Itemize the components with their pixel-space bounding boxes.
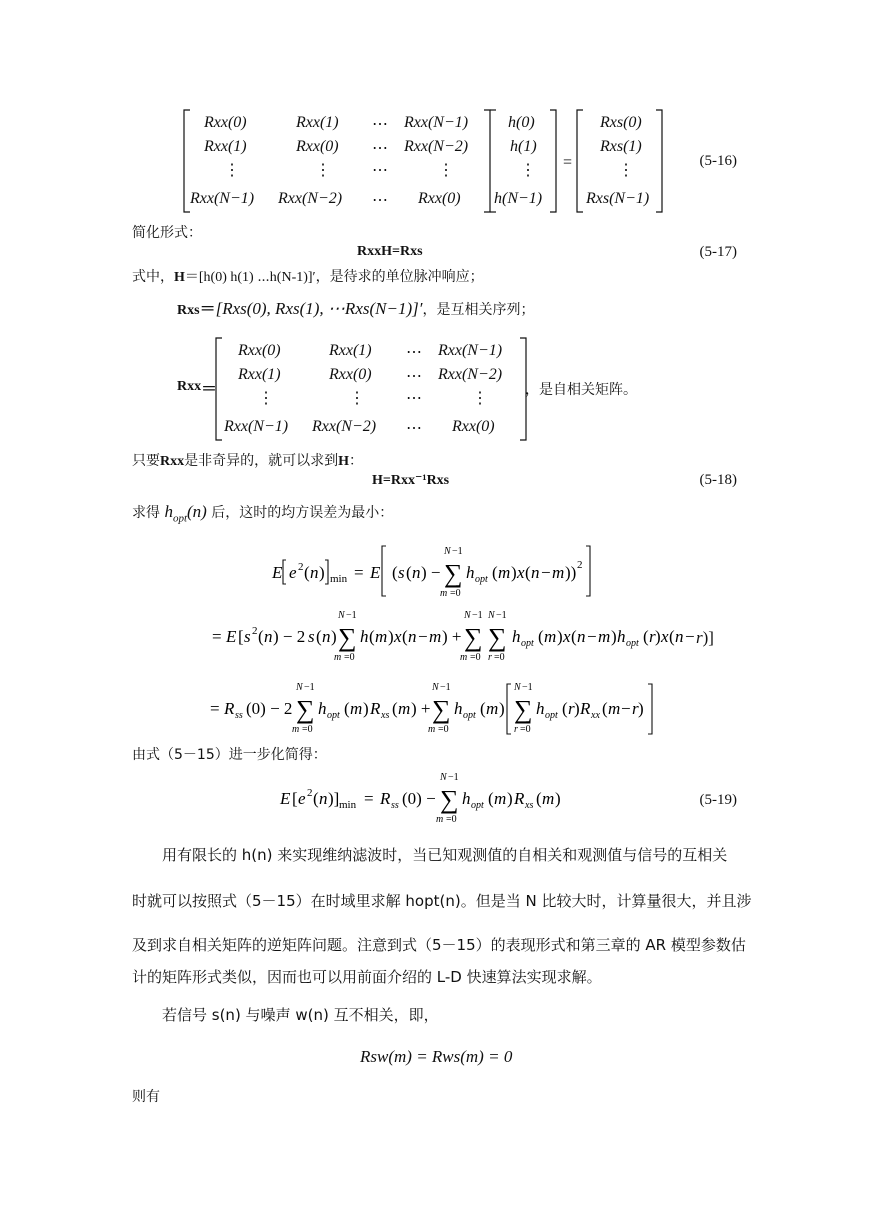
svg-text:r: r bbox=[649, 627, 656, 646]
svg-text:(: ( bbox=[316, 627, 322, 646]
svg-text:s: s bbox=[398, 563, 405, 582]
h-definition-line bbox=[132, 266, 484, 286]
min-error-line bbox=[132, 502, 393, 524]
svg-text:): ) bbox=[388, 627, 394, 646]
svg-text:∑: ∑ bbox=[444, 559, 463, 588]
svg-text:(: ( bbox=[258, 627, 264, 646]
svg-text:=0: =0 bbox=[450, 588, 461, 599]
rhs-vec-3: Rxs(N−1) bbox=[586, 190, 650, 207]
svg-text:n: n bbox=[577, 627, 586, 646]
svg-text:opt: opt bbox=[521, 638, 534, 649]
svg-text:∑: ∑ bbox=[440, 785, 459, 814]
m516-r3c2: ⋮ bbox=[315, 162, 331, 179]
svg-text:opt: opt bbox=[545, 710, 558, 721]
svg-text:(: ( bbox=[669, 627, 675, 646]
svg-text:opt: opt bbox=[463, 710, 476, 721]
rxx-r1c2: Rxx(1) bbox=[329, 342, 372, 359]
svg-text:(: ( bbox=[492, 563, 498, 582]
svg-text:m: m bbox=[334, 652, 342, 663]
svg-text:xs: xs bbox=[381, 710, 390, 721]
svg-text:h: h bbox=[617, 627, 626, 646]
rxx-r3c4: ⋮ bbox=[472, 390, 488, 407]
rhs-vec-1: Rxs(1) bbox=[600, 138, 642, 155]
svg-text:E: E bbox=[226, 627, 237, 646]
mse-derivation bbox=[200, 538, 700, 738]
m516-r3c3: ⋯ bbox=[372, 162, 388, 179]
svg-text:h: h bbox=[536, 699, 545, 718]
svg-text:E: E bbox=[272, 563, 283, 582]
svg-text:E: E bbox=[370, 563, 381, 582]
svg-text:opt: opt bbox=[626, 638, 639, 649]
svg-text:m: m bbox=[598, 627, 611, 646]
eq-number-5-16: (5-16) bbox=[699, 153, 737, 169]
paragraph-2: 若信号 s(n) 与噪声 w(n) 互不相关，即， bbox=[162, 1006, 439, 1024]
then-label: 则有 bbox=[132, 1089, 160, 1105]
svg-text:x: x bbox=[661, 627, 669, 646]
h-vec-3: h(N−1) bbox=[494, 190, 543, 207]
svg-text:) +: ) + bbox=[442, 627, 462, 646]
svg-text:(: ( bbox=[571, 627, 577, 646]
svg-text:=0: =0 bbox=[302, 724, 313, 735]
svg-text:=: = bbox=[210, 699, 220, 718]
svg-text:∑: ∑ bbox=[488, 623, 507, 652]
paragraph-1-line-1: 用有限长的 h(n) 来实现维纳滤波时，当已知观测值的自相关和观测值与信号的互相关 bbox=[162, 846, 728, 864]
svg-text:R: R bbox=[380, 789, 391, 808]
svg-text:(: ( bbox=[313, 789, 319, 808]
svg-text:r: r bbox=[488, 652, 492, 663]
svg-text:(: ( bbox=[344, 699, 350, 718]
rhs-vec-2: ⋮ bbox=[618, 162, 634, 179]
m516-r4c2: Rxx(N−2) bbox=[278, 190, 343, 207]
svg-text:R: R bbox=[514, 789, 525, 808]
svg-text:r: r bbox=[632, 699, 639, 718]
h-vec-2: ⋮ bbox=[520, 162, 536, 179]
svg-text:min: min bbox=[339, 799, 357, 811]
svg-text:) −: ) − bbox=[421, 563, 441, 582]
svg-text:h: h bbox=[512, 627, 521, 646]
svg-text:n: n bbox=[531, 563, 540, 582]
svg-text:N: N bbox=[514, 682, 521, 693]
svg-text:s: s bbox=[244, 627, 251, 646]
paragraph-1-line-3: 及到求自相关矩阵的逆矩阵问题。注意到式（5－15）的表现形式和第三章的 AR 模型参数估 bbox=[132, 936, 746, 954]
h-symbol: H bbox=[174, 270, 185, 285]
svg-text:=0: =0 bbox=[446, 814, 457, 825]
svg-text:−1: −1 bbox=[472, 610, 483, 621]
svg-text:−1: −1 bbox=[522, 682, 533, 693]
svg-text:=: = bbox=[364, 789, 374, 808]
m516-r2c4: Rxx(N−2) bbox=[404, 138, 469, 155]
svg-text:m: m bbox=[494, 789, 507, 808]
svg-text:[: [ bbox=[292, 789, 298, 808]
rxx-tail: ，是自相关矩阵。 bbox=[525, 382, 637, 398]
svg-text:(: ( bbox=[392, 699, 398, 718]
svg-text:e: e bbox=[289, 563, 297, 582]
svg-text:E: E bbox=[280, 789, 291, 808]
svg-text:): ) bbox=[319, 563, 325, 582]
nonsingular-mid: 是非奇异的，就可以求到 bbox=[184, 453, 339, 469]
svg-text:)): )) bbox=[565, 563, 577, 582]
m516-r4c1: Rxx(N−1) bbox=[190, 190, 255, 207]
svg-text:∑: ∑ bbox=[432, 695, 451, 724]
nonsingular-h: H bbox=[338, 454, 350, 469]
nonsingular-line bbox=[132, 450, 363, 470]
svg-text:(: ( bbox=[488, 789, 494, 808]
svg-text:−: − bbox=[621, 699, 631, 718]
hopt-symbol: $h_{opt}(n)$ bbox=[164, 502, 207, 525]
equation-5-18: H=Rxx⁻¹Rxs bbox=[372, 473, 450, 488]
svg-text:N: N bbox=[296, 682, 303, 693]
where-prefix: 式中， bbox=[132, 269, 174, 285]
nonsingular-post: ： bbox=[349, 453, 364, 469]
svg-text:x: x bbox=[563, 627, 571, 646]
svg-text:opt: opt bbox=[475, 574, 488, 585]
svg-text:m: m bbox=[292, 724, 300, 735]
svg-text:[: [ bbox=[238, 627, 244, 646]
svg-text:(: ( bbox=[525, 563, 531, 582]
eq-number-5-18: (5-18) bbox=[699, 472, 737, 488]
svg-text:): ) bbox=[611, 627, 617, 646]
svg-text:): ) bbox=[638, 699, 644, 718]
m516-r3c4: ⋮ bbox=[438, 162, 454, 179]
rxs-definition-line bbox=[177, 296, 534, 319]
svg-text:) − 2: ) − 2 bbox=[273, 627, 306, 646]
svg-text:2: 2 bbox=[307, 787, 313, 799]
svg-text:−1: −1 bbox=[346, 610, 357, 621]
simplified-label: 简化形式： bbox=[132, 225, 202, 241]
svg-text:(: ( bbox=[369, 627, 375, 646]
svg-text:(: ( bbox=[538, 627, 544, 646]
svg-text:∑: ∑ bbox=[464, 623, 483, 652]
svg-text:∑: ∑ bbox=[514, 695, 533, 724]
rxx-r4c1: Rxx(N−1) bbox=[224, 418, 289, 435]
rxs-label: Rxs bbox=[177, 303, 200, 318]
svg-text:h: h bbox=[454, 699, 463, 718]
svg-text:h: h bbox=[466, 563, 475, 582]
svg-text:): ) bbox=[655, 627, 661, 646]
svg-text:∑: ∑ bbox=[338, 623, 357, 652]
svg-text:s: s bbox=[308, 627, 315, 646]
svg-text:−1: −1 bbox=[440, 682, 451, 693]
svg-text:=0: =0 bbox=[470, 652, 481, 663]
equation-5-17: RxxH=Rxs bbox=[357, 244, 423, 259]
svg-text:): ) bbox=[574, 699, 580, 718]
svg-text:min: min bbox=[330, 573, 348, 585]
svg-text:(: ( bbox=[304, 563, 310, 582]
m516-r2c2: Rxx(0) bbox=[296, 138, 339, 155]
svg-text:h: h bbox=[360, 627, 369, 646]
svg-text:2: 2 bbox=[298, 561, 304, 573]
nonsingular-pre: 只要 bbox=[132, 453, 160, 469]
m516-r3c1: ⋮ bbox=[224, 162, 240, 179]
svg-text:−: − bbox=[587, 627, 597, 646]
svg-text:n: n bbox=[675, 627, 684, 646]
svg-text:=0: =0 bbox=[494, 652, 505, 663]
svg-text:opt: opt bbox=[327, 710, 340, 721]
svg-text:−: − bbox=[685, 627, 695, 646]
svg-text:m: m bbox=[440, 588, 448, 599]
svg-text:N: N bbox=[440, 772, 447, 783]
svg-text:(0) −: (0) − bbox=[402, 789, 436, 808]
svg-text:(0) − 2: (0) − 2 bbox=[246, 699, 293, 718]
svg-text:2: 2 bbox=[252, 625, 258, 637]
svg-text:r: r bbox=[514, 724, 518, 735]
svg-text:=0: =0 bbox=[520, 724, 531, 735]
m516-r1c4: Rxx(N−1) bbox=[404, 114, 469, 131]
rxx-r2c4: Rxx(N−2) bbox=[438, 366, 503, 383]
svg-text:N: N bbox=[444, 546, 451, 557]
rxx-r4c4: Rxx(0) bbox=[452, 418, 495, 435]
svg-text:h: h bbox=[462, 789, 471, 808]
uncorrelated-equation: Rsw(m) = Rws(m) = 0 bbox=[360, 1047, 513, 1066]
nonsingular-rxx: Rxx bbox=[160, 454, 185, 469]
rxx-r3c3: ⋯ bbox=[406, 390, 422, 407]
svg-text:(: ( bbox=[602, 699, 608, 718]
svg-text:−: − bbox=[541, 563, 551, 582]
rxx-r1c3: ⋯ bbox=[406, 344, 422, 361]
rxx-r1c1: Rxx(0) bbox=[238, 342, 281, 359]
svg-text:N: N bbox=[338, 610, 345, 621]
paragraph-1-line-2: 时就可以按照式（5－15）在时域里求解 hopt(n)。但是当 N 比较大时，计算量很大，并且涉 bbox=[132, 892, 752, 910]
min-post: 后，这时的均方误差为最小： bbox=[211, 505, 394, 521]
m516-r2c1: Rxx(1) bbox=[204, 138, 247, 155]
svg-text:m: m bbox=[552, 563, 565, 582]
m516-r2c3: ⋯ bbox=[372, 140, 388, 157]
m516-r1c3: ⋯ bbox=[372, 116, 388, 133]
m516-r4c3: ⋯ bbox=[372, 192, 388, 209]
svg-text:−1: −1 bbox=[452, 546, 463, 557]
svg-text:m: m bbox=[350, 699, 363, 718]
svg-text:)]: )] bbox=[328, 789, 340, 808]
svg-text:n: n bbox=[264, 627, 273, 646]
svg-text:): ) bbox=[507, 789, 513, 808]
svg-text:n: n bbox=[310, 563, 319, 582]
svg-text:R: R bbox=[370, 699, 381, 718]
svg-text:=0: =0 bbox=[344, 652, 355, 663]
svg-text:n: n bbox=[412, 563, 421, 582]
svg-text:R: R bbox=[580, 699, 591, 718]
svg-text:−1: −1 bbox=[304, 682, 315, 693]
svg-text:R: R bbox=[224, 699, 235, 718]
svg-text:): ) bbox=[331, 627, 337, 646]
rxs-vector: [Rxs(0), Rxs(1), ⋯Rxs(N−1)]′ bbox=[215, 299, 423, 318]
svg-text:xx: xx bbox=[591, 710, 600, 721]
rhs-vec-0: Rxs(0) bbox=[600, 114, 642, 131]
svg-text:m: m bbox=[608, 699, 621, 718]
rxx-r2c3: ⋯ bbox=[406, 368, 422, 385]
rxs-equals: ＝ bbox=[199, 301, 216, 318]
svg-text:): ) bbox=[555, 789, 561, 808]
svg-text:(: ( bbox=[536, 789, 542, 808]
rxx-r1c4: Rxx(N−1) bbox=[438, 342, 503, 359]
svg-text:xs: xs bbox=[525, 800, 534, 811]
rxx-r4c3: ⋯ bbox=[406, 420, 422, 437]
svg-text:−: − bbox=[418, 627, 428, 646]
m516-r1c2: Rxx(1) bbox=[296, 114, 339, 131]
svg-text:n: n bbox=[319, 789, 328, 808]
svg-text:m: m bbox=[498, 563, 511, 582]
svg-text:−1: −1 bbox=[496, 610, 507, 621]
svg-text:∑: ∑ bbox=[296, 695, 315, 724]
rxx-r2c1: Rxx(1) bbox=[238, 366, 281, 383]
mse-line2-tail: r)] bbox=[696, 628, 714, 647]
rxs-tail: ，是互相关序列； bbox=[422, 302, 535, 318]
svg-text:): ) bbox=[499, 699, 505, 718]
min-pre: 求得 bbox=[132, 505, 160, 521]
svg-text:m: m bbox=[436, 814, 444, 825]
svg-text:−1: −1 bbox=[448, 772, 459, 783]
svg-text:r: r bbox=[568, 699, 575, 718]
svg-text:2: 2 bbox=[577, 559, 583, 571]
rxx-label: Rxx bbox=[177, 379, 202, 394]
svg-text:m: m bbox=[428, 724, 436, 735]
reduce-line: 由式（5－15）进一步化简得： bbox=[132, 747, 327, 763]
svg-text:ss: ss bbox=[235, 710, 243, 721]
h-definition-text: ＝[h(0) h(1) ⋯h(N-1)]′，是待求的单位脉冲响应； bbox=[184, 270, 484, 285]
svg-text:opt: opt bbox=[471, 800, 484, 811]
rxx-r2c2: Rxx(0) bbox=[329, 366, 372, 383]
svg-text:) +: ) + bbox=[411, 699, 431, 718]
svg-text:(: ( bbox=[643, 627, 649, 646]
svg-text:m: m bbox=[486, 699, 499, 718]
svg-text:=: = bbox=[354, 563, 364, 582]
svg-text:): ) bbox=[511, 563, 517, 582]
eq-number-5-19: (5-19) bbox=[699, 792, 737, 808]
svg-text:(: ( bbox=[402, 627, 408, 646]
svg-text:(: ( bbox=[480, 699, 486, 718]
svg-text:=: = bbox=[563, 154, 573, 171]
svg-text:N: N bbox=[432, 682, 439, 693]
rxx-r3c2: ⋮ bbox=[349, 390, 365, 407]
svg-text:h: h bbox=[318, 699, 327, 718]
svg-text:m: m bbox=[544, 627, 557, 646]
svg-text:m: m bbox=[542, 789, 555, 808]
svg-text:e: e bbox=[298, 789, 306, 808]
svg-text:n: n bbox=[322, 627, 331, 646]
svg-text:=: = bbox=[212, 627, 222, 646]
svg-text:): ) bbox=[363, 699, 369, 718]
rxx-r4c2: Rxx(N−2) bbox=[312, 418, 377, 435]
m516-r4c4: Rxx(0) bbox=[418, 190, 461, 207]
svg-text:n: n bbox=[408, 627, 417, 646]
svg-text:(: ( bbox=[392, 563, 398, 582]
svg-text:(: ( bbox=[406, 563, 412, 582]
rxx-equals: ＝ bbox=[201, 381, 218, 398]
svg-text:ss: ss bbox=[391, 800, 399, 811]
paragraph-1-line-4: 计的矩阵形式类似，因而也可以用前面介绍的 L-D 快速算法实现求解。 bbox=[132, 968, 602, 986]
svg-text:N: N bbox=[464, 610, 471, 621]
eq-number-5-17: (5-17) bbox=[699, 244, 737, 260]
svg-text:x: x bbox=[517, 563, 525, 582]
m516-r1c1: Rxx(0) bbox=[204, 114, 247, 131]
svg-text:m: m bbox=[375, 627, 388, 646]
svg-text:m: m bbox=[398, 699, 411, 718]
h-vec-0: h(0) bbox=[508, 114, 535, 131]
svg-text:(: ( bbox=[562, 699, 568, 718]
svg-text:x: x bbox=[394, 627, 402, 646]
h-vec-1: h(1) bbox=[510, 138, 537, 155]
equation-5-19 bbox=[276, 770, 576, 828]
svg-text:=0: =0 bbox=[438, 724, 449, 735]
svg-text:m: m bbox=[460, 652, 468, 663]
rxx-r3c1: ⋮ bbox=[258, 390, 274, 407]
svg-text:m: m bbox=[429, 627, 442, 646]
svg-text:): ) bbox=[557, 627, 563, 646]
svg-text:N: N bbox=[488, 610, 495, 621]
